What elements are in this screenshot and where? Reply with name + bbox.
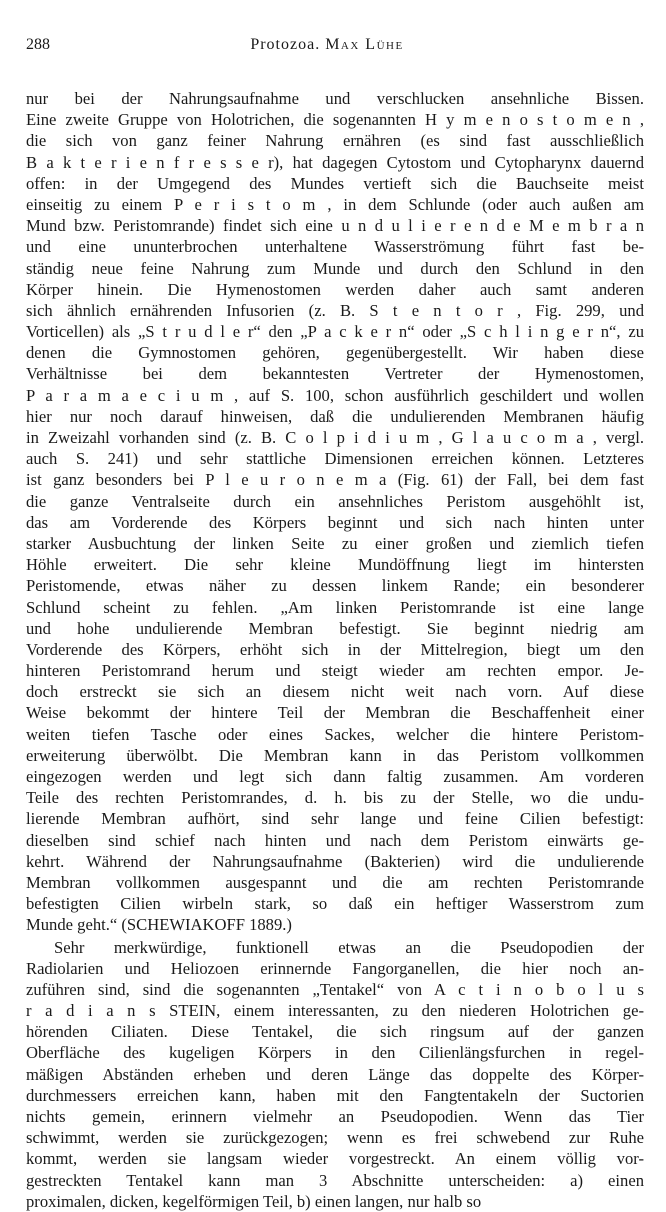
text-line: doch erstreckt sie sich an diesem nicht weit nach vorn. Auf diese bbox=[26, 682, 644, 702]
text-line: die sich von ganz feiner Nahrung ernähren (es sind fast ausschließlich bbox=[26, 131, 644, 151]
running-head bbox=[90, 36, 644, 54]
text-line: Weise bekommt der hintere Teil der Membran die Beschaffenheit einer bbox=[26, 703, 644, 723]
text-line: befestigten Cilien wirbeln stark, so daß ein heftiger Wasserstrom zum bbox=[26, 894, 644, 914]
text-line: Verhältnisse bei dem bekanntesten Vertreter der Hymenostomen, bbox=[26, 364, 644, 384]
text-line: Höhle erweitert. Die sehr kleine Mundöffnung liegt im hintersten bbox=[26, 555, 644, 575]
text-line: hörenden Ciliaten. Diese Tentakel, die sich ringsum auf der ganzen bbox=[26, 1022, 644, 1042]
text-line: denen die Gymnostomen gehören, gegenübergestellt. Wir haben diese bbox=[26, 343, 644, 363]
text-line: weiten tiefen Tasche oder eines Sackes, welcher die hintere Peristom- bbox=[26, 724, 644, 744]
text-line: Schlund scheint zu fehlen. „Am linken Peristomrande ist eine lange bbox=[26, 597, 644, 617]
running-head-title: Protozoa. bbox=[250, 36, 321, 53]
text-line: Munde geht.“ (SCHEWIAKOFF 1889.) bbox=[26, 915, 292, 935]
text-line: Radiolarien und Heliozoen erinnernde Fangorganellen, die hier noch an- bbox=[26, 958, 644, 978]
text-line: eingezogen werden und legt sich dann faltig zusammen. Am vorderen bbox=[26, 767, 644, 786]
text-line: in Zweizahl vorhanden sind (z. B. C o l p i d i u m , G l a u c o m a , vergl. bbox=[26, 428, 644, 447]
body-text bbox=[26, 88, 644, 1212]
text-line: und eine ununterbrochen unterhaltene Wasserströmung führt fast be- bbox=[26, 237, 644, 257]
text-line: dieselben sind schief nach hinten und nach dem Peristom einwärts ge- bbox=[26, 830, 644, 850]
text-line: erweiterung überwölbt. Die Membran kann in das Peristom vollkommen bbox=[26, 745, 644, 765]
text-line: kommt, werden sie langsam wieder vorgestreckt. An einem völlig vor- bbox=[26, 1149, 644, 1169]
text-line: zuführen sind, sind die sogenannten „Tentakel“ von A c t i n o b o l u s bbox=[26, 979, 644, 999]
text-line: lierende Membran aufhört, sind sehr lange und feine Cilien befestigt: bbox=[26, 809, 644, 829]
text-line: sich ähnlich ernährenden Infusorien (z. B. S t e n t o r , Fig. 299, und bbox=[26, 300, 644, 320]
page-number: 288 bbox=[26, 36, 50, 53]
text-line: nichts gemein, erinnern vielmehr an Pseudopodien. Wenn das Tier bbox=[26, 1107, 644, 1126]
text-line: schwimmt, werden sie zurückgezogen; wenn es frei schwebend zur Ruhe bbox=[26, 1128, 644, 1148]
text-line: proximalen, dicken, kegelförmigen Teil, b) einen langen, nur halb so bbox=[26, 1191, 482, 1211]
paragraph bbox=[26, 937, 644, 1212]
text-line: Peristomende, etwas näher zu dessen linkem Rande; ein besonderer bbox=[26, 576, 644, 596]
paragraph bbox=[26, 88, 644, 936]
text-line: nur bei der Nahrungsaufnahme und verschlucken ansehnliche Bissen. bbox=[26, 89, 644, 108]
text-line: Oberfläche des kugeligen Körpers in den Cilienlängsfurchen in regel- bbox=[26, 1043, 644, 1063]
text-line: starker Ausbuchtung der linken Seite zu einer großen und ziemlich tiefen bbox=[26, 533, 644, 553]
text-line: kehrt. Während der Nahrungsaufnahme (Bakterien) wird die undulierende bbox=[26, 851, 644, 871]
text-line: das am Vorderende des Körpers beginnt und sich nach hinten unter bbox=[26, 512, 644, 532]
text-line: mäßigen Abständen erheben und deren Länge das doppelte des Körper- bbox=[26, 1064, 644, 1084]
text-line: durchmessers erreichen kann, haben mit den Fangtentakeln der Suctorien bbox=[26, 1085, 644, 1105]
text-line: hinteren Peristomrand herum und steigt wieder am rechten empor. Je- bbox=[26, 661, 644, 681]
text-line: Sehr merkwürdige, funktionell etwas an die Pseudopodien der bbox=[54, 937, 644, 957]
text-line: ständig neue feine Nahrung zum Munde und durch den Schlund in den bbox=[26, 258, 644, 278]
running-head-author: Max Lühe bbox=[325, 36, 404, 53]
text-line: die ganze Ventralseite durch ein ansehnliches Peristom ausgehöhlt ist, bbox=[26, 491, 644, 511]
text-line: Eine zweite Gruppe von Holotrichen, die sogenannten H y m e n o s t o m e n , bbox=[26, 110, 644, 130]
text-line: ist ganz besonders bei P l e u r o n e m a (Fig. 61) der Fall, bei dem fast bbox=[26, 470, 644, 490]
text-line: gestreckten Tentakel kann man 3 Abschnitte unterscheiden: a) einen bbox=[26, 1170, 644, 1190]
text-line: Körper hinein. Die Hymenostomen werden daher auch samt anderen bbox=[26, 279, 644, 299]
text-line: B a k t e r i e n f r e s s e r), hat dagegen Cytostom und Cytopharynx dauernd bbox=[26, 152, 644, 172]
text-line: Mund bzw. Peristomrande) findet sich eine u n d u l i e r e n d e M e m b r a n bbox=[26, 216, 644, 236]
text-line: auch S. 241) und sehr stattliche Dimensionen erreichen können. Letzteres bbox=[26, 449, 644, 469]
text-line: hier nur noch darauf hinweisen, daß die undulierenden Membranen häufig bbox=[26, 406, 644, 426]
page-header bbox=[26, 36, 644, 62]
text-line: Membran vollkommen ausgespannt und die am rechten Peristomrande bbox=[26, 872, 644, 892]
text-line: und hohe undulierende Membran befestigt. Sie beginnt niedrig am bbox=[26, 618, 644, 638]
text-line: Teile des rechten Peristomrandes, d. h. bis zu der Stelle, wo die undu- bbox=[26, 788, 644, 808]
text-line: r a d i a n s STEIN, einem interessanten, zu den niederen Holotrichen ge- bbox=[26, 1001, 644, 1021]
text-line: Vorticellen) als „S t r u d l e r“ den „P a c k e r n“ oder „S c h l i n g e r n“, zu bbox=[26, 322, 644, 342]
text-line: P a r a m a e c i u m , auf S. 100, schon ausführlich geschildert und wollen bbox=[26, 385, 644, 405]
text-line: einseitig zu einem P e r i s t o m , in dem Schlunde (oder auch außen am bbox=[26, 194, 644, 214]
text-line: offen: in der Umgegend des Mundes vertieft sich die Bauchseite meist bbox=[26, 173, 644, 193]
text-line: Vorderende des Körpers, erhöht sich in der Mittelregion, biegt um den bbox=[26, 639, 644, 659]
